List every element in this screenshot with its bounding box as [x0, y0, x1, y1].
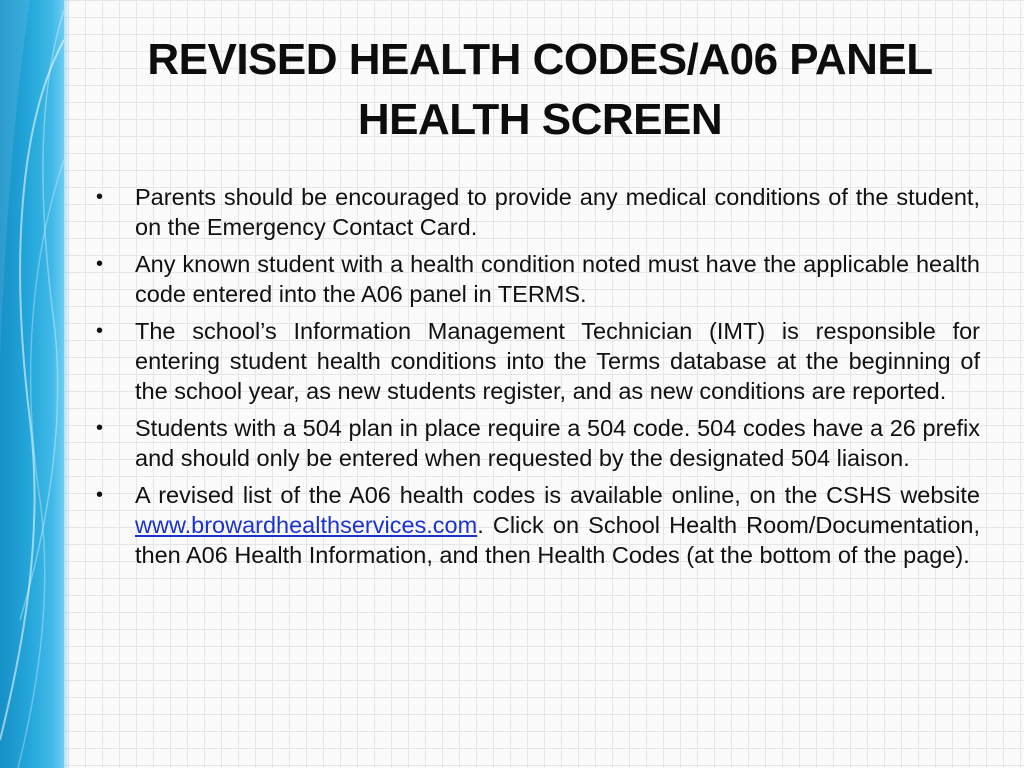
- title-line-1: REVISED HEALTH CODES/A06 PANEL: [147, 35, 933, 84]
- bullet-item: [92, 182, 980, 242]
- side-band-glow: [64, 0, 70, 768]
- decorative-side-band: [0, 0, 64, 768]
- website-link[interactable]: www.browardhealthservices.com: [135, 512, 478, 538]
- bullet-text: The school’s Information Management Technician (IMT) is responsible for entering student health conditions into the Terms database at the beginning of the school year, as new students register, and as new conditions are reported.: [135, 318, 980, 404]
- title-line-2: HEALTH SCREEN: [357, 95, 723, 144]
- bullet-dot-icon: •: [96, 186, 104, 208]
- bullet-text: Students with a 504 plan in place require a 504 code. 504 codes have a 26 prefix and should only be entered when requested by the designated 504 liaison.: [135, 415, 980, 471]
- bullet-item: [92, 480, 980, 570]
- bullet-text: Any known student with a health condition noted must have the applicable health code entered into the A06 panel in TERMS.: [135, 251, 980, 307]
- side-band-swoosh-graphic: [0, 0, 64, 768]
- bullet-dot-icon: •: [96, 417, 104, 439]
- bullet-item: [92, 316, 980, 406]
- bullet-dot-icon: •: [96, 320, 104, 342]
- bullet-text-after-link: . Click on School Health Room/Documentation, then A06 Health Information, and then Health Codes (at the bottom of the page).: [135, 512, 980, 568]
- bullet-item: [92, 413, 980, 473]
- bullet-dot-icon: •: [96, 253, 104, 275]
- bullet-item: [92, 249, 980, 309]
- bullet-dot-icon: •: [96, 484, 104, 506]
- bullet-text: [135, 482, 980, 568]
- bullet-text: Parents should be encouraged to provide any medical conditions of the student, on the Emergency Contact Card.: [135, 184, 980, 240]
- bullet-list: [92, 182, 980, 577]
- slide-title: [90, 30, 990, 150]
- bullet-text-before-link: A revised list of the A06 health codes is available online, on the CSHS website: [135, 482, 980, 508]
